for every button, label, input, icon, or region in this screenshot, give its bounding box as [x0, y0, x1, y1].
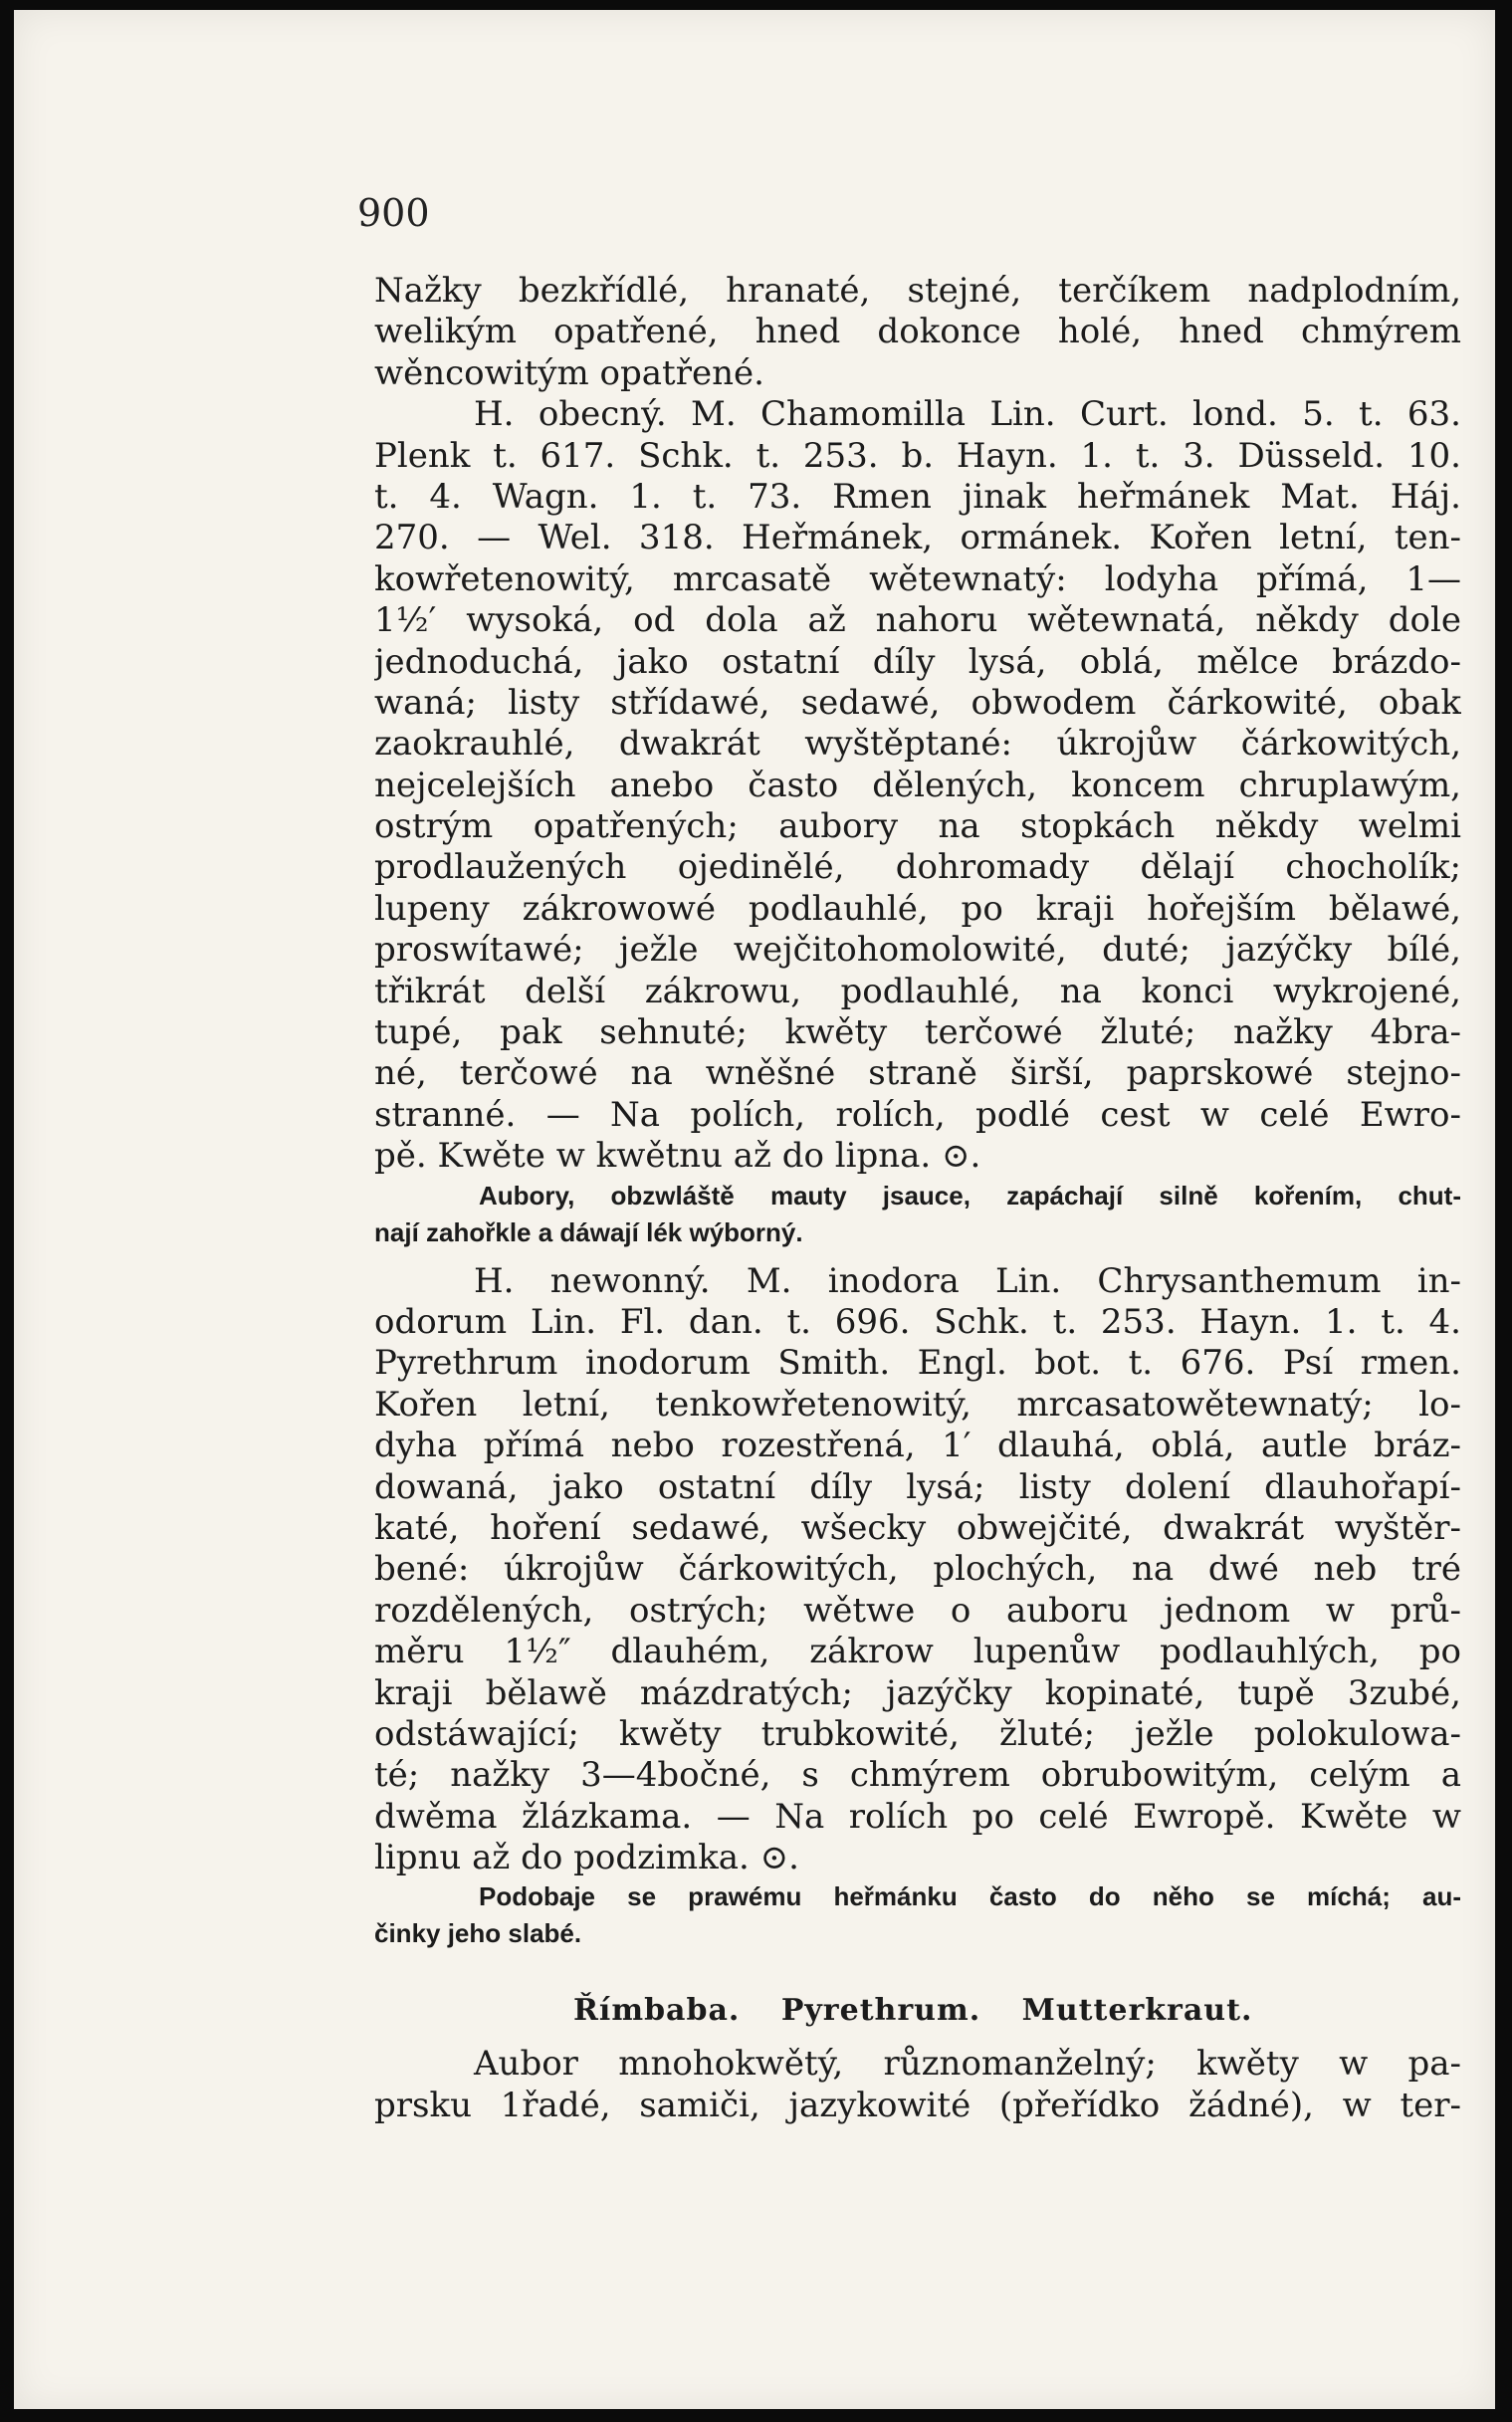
text-line: tupé, pak sehnuté; kwěty terčowé žluté; nažky 4bra- — [374, 1012, 1461, 1053]
book-page — [14, 10, 1495, 2409]
text-line: jednoduchá, jako ostatní díly lysá, oblá, mělce brázdo- — [374, 641, 1461, 682]
text-line: H. newonný. M. inodora Lin. Chrysanthemum in- — [474, 1260, 1461, 1301]
paragraph-aubor — [374, 2044, 1461, 2126]
note-line: nají zahořkle a dáwají lék wýborný. — [374, 1216, 803, 1247]
paragraph-h-newonny — [374, 1261, 1461, 1879]
text-line: 1½′ wysoká, od dola až nahoru wětewnatá, někdy dole — [374, 600, 1461, 641]
text-line: né, terčowé na wněšné straně širší, paprskowé stejno- — [374, 1053, 1461, 1094]
text-line: prodlaužených ojedinělé, dohromady dělají chocholík; — [374, 847, 1461, 888]
text-line: bené: úkrojůw čárkowitých, plochých, na dwé neb tré — [374, 1549, 1461, 1590]
text-line: zaokrauhlé, dwakrát wyštěptané: úkrojůw čárkowitých, — [374, 724, 1461, 765]
genus-heading — [374, 1988, 1461, 2034]
note-line: Aubory, obzwláště mauty jsauce, zapáchají silně kořením, chut- — [479, 1180, 1461, 1211]
text-line: Kořen letní, tenkowřetenowitý, mrcasatowětewnatý; lo- — [374, 1384, 1461, 1425]
text-line: té; nažky 3—4bočné, s chmýrem obrubowitým, celým a — [374, 1755, 1461, 1796]
note-line: Podobaje se prawému heřmánku často do něho se míchá; au- — [479, 1881, 1461, 1912]
heading-german-name: Mutterkraut. — [1021, 1993, 1253, 2029]
text-line: nejcelejších anebo často dělených, koncem chruplawým, — [374, 765, 1461, 805]
text-line: dyha přímá nebo rozestřená, 1′ dlauhá, oblá, autle bráz- — [374, 1426, 1461, 1466]
text-line: Plenk t. 617. Schk. t. 253. b. Hayn. 1. t. 3. Düsseld. 10. — [374, 435, 1461, 476]
text-line: wěncowitým opatřené. — [374, 352, 764, 393]
paragraph-achene-description — [374, 271, 1461, 394]
text-line: welikým opatřené, hned dokonce holé, hned chmýrem — [374, 312, 1461, 352]
text-line: ostrým opatřených; aubory na stopkách někdy welmi — [374, 806, 1461, 847]
page-body — [374, 271, 1461, 2126]
text-line: odorum Lin. Fl. dan. t. 696. Schk. t. 253. Hayn. 1. t. 4. — [374, 1301, 1461, 1342]
text-line: t. 4. Wagn. 1. t. 73. Rmen jinak heřmánek Mat. Háj. — [374, 476, 1461, 517]
text-line: katé, hoření sedawé, wšecky obwejčité, dwakrát wyštěr- — [374, 1507, 1461, 1548]
text-line: Aubor mnohokwětý, různomanželný; kwěty w pa- — [474, 2044, 1461, 2085]
text-line: prsku 1řadé, samiči, jazykowité (přeřídko žádné), w ter- — [374, 2085, 1461, 2125]
text-line: Pyrethrum inodorum Smith. Engl. bot. t. 676. Psí rmen. — [374, 1343, 1461, 1384]
note-line: činky jeho slabé. — [374, 1918, 582, 1949]
text-line: rozdělených, ostrých; wětwe o auboru jednom w prů- — [374, 1590, 1461, 1631]
text-line: waná; listy střídawé, sedawé, obwodem čárkowité, obak — [374, 682, 1461, 723]
paragraph-h-obecny — [374, 394, 1461, 1177]
footnote-aubory — [374, 1178, 1461, 1251]
page-number: 900 — [357, 191, 430, 235]
text-line: 270. — Wel. 318. Heřmánek, ormánek. Kořen letní, ten- — [374, 518, 1461, 558]
text-line: lupeny zákrowowé podlauhlé, po kraji hořejším bělawé, — [374, 888, 1461, 929]
text-line: kraji bělawě mázdratých; jazýčky kopinaté, tupě 3zubé, — [374, 1672, 1461, 1713]
text-line: stranné. — Na polích, rolích, podlé cest w celé Ewro- — [374, 1094, 1461, 1135]
text-line: lipnu až do podzimka. ⊙. — [374, 1838, 799, 1878]
text-line: třikrát delší zákrowu, podlauhlé, na konci wykrojené, — [374, 971, 1461, 1011]
footnote-podobaje — [374, 1878, 1461, 1952]
text-line: Nažky bezkřídlé, hranaté, stejné, terčíkem nadplodním, — [374, 271, 1461, 311]
text-line: odstáwající; kwěty trubkowité, žluté; ježle polokulowa- — [374, 1713, 1461, 1754]
heading-czech-name: Římbaba. — [573, 1993, 741, 2029]
heading-latin-name: Pyrethrum. — [780, 1993, 981, 2029]
text-line: pě. Kwěte w kwětnu až do lipna. ⊙. — [374, 1136, 981, 1177]
text-line: H. obecný. M. Chamomilla Lin. Curt. lond. 5. t. 63. — [474, 394, 1461, 435]
text-line: kowřetenowitý, mrcasatě wětewnatý: lodyha přímá, 1— — [374, 558, 1461, 599]
text-line: dowaná, jako ostatní díly lysá; listy dolení dlauhořapí- — [374, 1466, 1461, 1507]
text-line: měru 1½″ dlauhém, zákrow lupenůw podlauhlých, po — [374, 1632, 1461, 1672]
text-line: dwěma žlázkama. — Na rolích po celé Ewropě. Kwěte w — [374, 1796, 1461, 1837]
text-line: proswítawé; ježle wejčitohomolowité, duté; jazýčky bílé, — [374, 930, 1461, 971]
